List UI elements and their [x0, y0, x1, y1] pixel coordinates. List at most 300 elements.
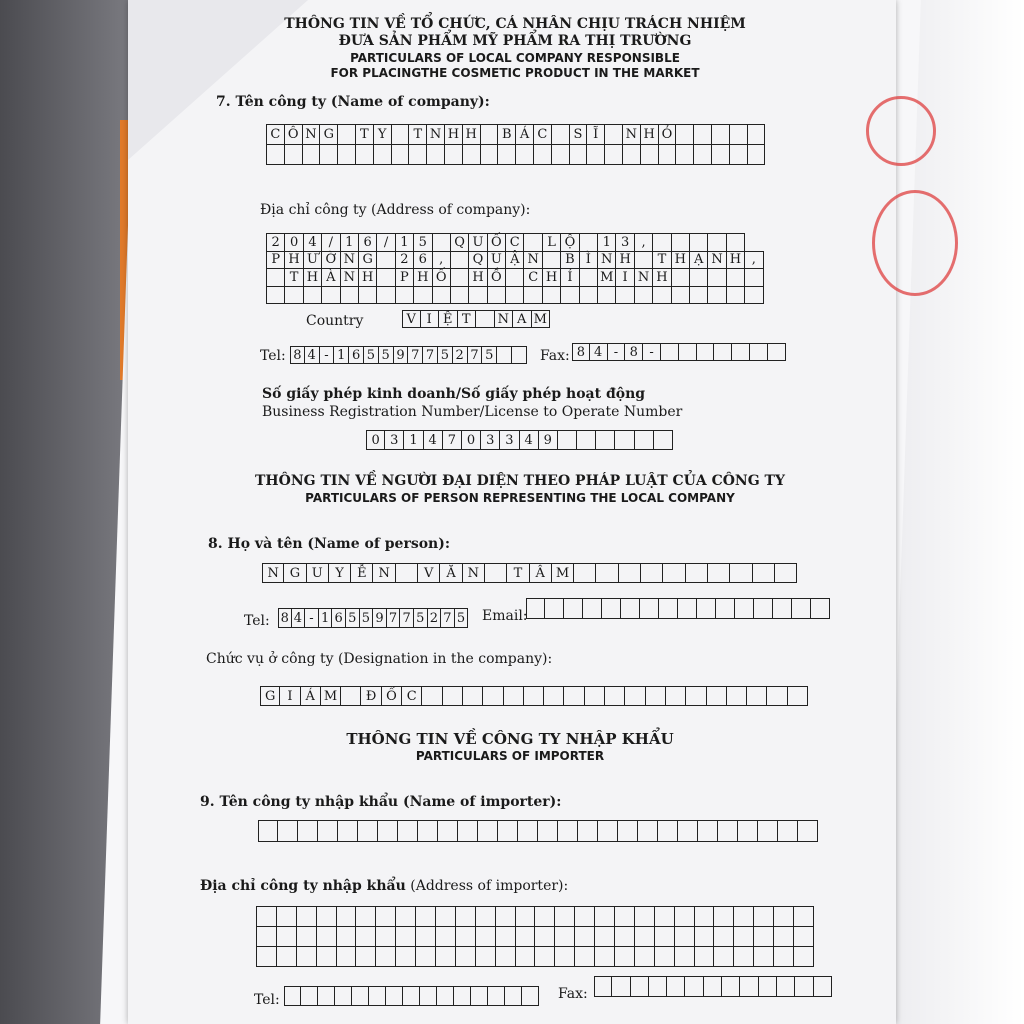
box-cell[interactable]	[767, 686, 787, 706]
company-fax-cells[interactable]	[572, 343, 786, 361]
box-cell[interactable]: -	[320, 346, 335, 364]
grid-cell[interactable]: 2	[395, 251, 413, 269]
box-cell[interactable]: -	[643, 343, 661, 361]
box-cell[interactable]: 7	[468, 346, 483, 364]
box-cell[interactable]	[443, 686, 463, 706]
grid-cell[interactable]	[689, 269, 707, 287]
grid-cell[interactable]: N	[340, 269, 358, 287]
grid-cell[interactable]	[676, 145, 694, 165]
box-cell[interactable]	[678, 598, 697, 619]
grid-cell[interactable]	[356, 927, 376, 947]
box-cell[interactable]: T	[507, 563, 529, 583]
grid-cell[interactable]	[653, 234, 671, 252]
grid-cell[interactable]	[595, 907, 615, 927]
grid-cell[interactable]: 6	[358, 234, 376, 252]
grid-cell[interactable]	[455, 907, 475, 927]
grid-cell[interactable]	[416, 947, 436, 967]
box-cell[interactable]	[596, 430, 615, 450]
box-cell[interactable]: C	[402, 686, 422, 706]
grid-cell[interactable]	[487, 286, 505, 304]
box-cell[interactable]	[750, 343, 768, 361]
box-cell[interactable]	[583, 598, 602, 619]
grid-cell[interactable]: Ộ	[561, 234, 579, 252]
grid-cell[interactable]	[338, 125, 356, 145]
grid-cell[interactable]: N	[302, 125, 320, 145]
box-cell[interactable]	[483, 686, 503, 706]
grid-cell[interactable]	[416, 907, 436, 927]
box-cell[interactable]	[341, 686, 361, 706]
grid-cell[interactable]	[257, 927, 277, 947]
grid-cell[interactable]	[376, 927, 396, 947]
box-cell[interactable]: -	[305, 608, 319, 628]
box-cell[interactable]	[476, 310, 495, 328]
grid-cell[interactable]	[296, 947, 316, 967]
box-cell[interactable]	[775, 563, 797, 583]
grid-cell[interactable]	[634, 947, 654, 967]
box-cell[interactable]	[358, 820, 378, 842]
box-cell[interactable]	[792, 598, 811, 619]
grid-cell[interactable]	[676, 125, 694, 145]
grid-cell[interactable]: H	[303, 269, 321, 287]
box-cell[interactable]	[661, 343, 679, 361]
grid-cell[interactable]	[714, 947, 734, 967]
box-cell[interactable]	[318, 820, 338, 842]
grid-cell[interactable]	[729, 125, 747, 145]
box-cell[interactable]	[646, 686, 666, 706]
grid-cell[interactable]	[671, 234, 689, 252]
grid-cell[interactable]: 4	[303, 234, 321, 252]
grid-cell[interactable]	[708, 269, 726, 287]
grid-cell[interactable]	[336, 907, 356, 927]
grid-cell[interactable]: Ố	[432, 269, 450, 287]
grid-cell[interactable]	[694, 145, 712, 165]
box-cell[interactable]: 3	[385, 430, 404, 450]
grid-cell[interactable]	[409, 145, 427, 165]
grid-cell[interactable]: H	[358, 269, 376, 287]
box-cell[interactable]	[612, 976, 630, 997]
box-cell[interactable]	[378, 820, 398, 842]
box-cell[interactable]: 2	[453, 346, 468, 364]
grid-cell[interactable]: H	[285, 251, 303, 269]
grid-cell[interactable]: P	[395, 269, 413, 287]
grid-cell[interactable]	[498, 145, 516, 165]
box-cell[interactable]	[418, 820, 438, 842]
grid-cell[interactable]	[622, 145, 640, 165]
person-name-cells[interactable]	[262, 563, 797, 583]
grid-cell[interactable]: U	[487, 251, 505, 269]
box-cell[interactable]	[578, 820, 598, 842]
box-cell[interactable]	[621, 598, 640, 619]
grid-cell[interactable]	[694, 947, 714, 967]
grid-cell[interactable]	[726, 269, 744, 287]
grid-cell[interactable]	[414, 286, 432, 304]
box-cell[interactable]: Ố	[382, 686, 402, 706]
grid-cell[interactable]	[358, 286, 376, 304]
person-tel-cells[interactable]	[278, 608, 468, 628]
box-cell[interactable]	[618, 820, 638, 842]
grid-cell[interactable]	[302, 145, 320, 165]
grid-cell[interactable]	[674, 907, 694, 927]
grid-cell[interactable]	[257, 947, 277, 967]
grid-cell[interactable]	[436, 907, 456, 927]
grid-cell[interactable]	[711, 145, 729, 165]
box-cell[interactable]	[564, 598, 583, 619]
grid-cell[interactable]	[653, 286, 671, 304]
grid-cell[interactable]	[376, 907, 396, 927]
box-cell[interactable]: N	[373, 563, 395, 583]
box-cell[interactable]: 1	[319, 608, 333, 628]
grid-cell[interactable]	[284, 145, 302, 165]
grid-cell[interactable]	[579, 234, 597, 252]
box-cell[interactable]	[697, 598, 716, 619]
box-cell[interactable]	[602, 598, 621, 619]
box-cell[interactable]: U	[307, 563, 329, 583]
box-cell[interactable]	[278, 820, 298, 842]
designation-cells[interactable]	[260, 686, 808, 706]
grid-cell[interactable]	[671, 269, 689, 287]
grid-cell[interactable]	[376, 947, 396, 967]
grid-cell[interactable]: M	[598, 269, 616, 287]
grid-cell[interactable]	[634, 251, 652, 269]
grid-cell[interactable]: T	[355, 125, 373, 145]
box-cell[interactable]: G	[284, 563, 306, 583]
grid-cell[interactable]	[524, 286, 542, 304]
grid-cell[interactable]	[535, 907, 555, 927]
grid-cell[interactable]	[338, 145, 356, 165]
grid-cell[interactable]	[555, 927, 575, 947]
box-cell[interactable]: I	[421, 310, 440, 328]
box-cell[interactable]: G	[260, 686, 280, 706]
box-cell[interactable]	[686, 563, 708, 583]
grid-cell[interactable]	[634, 907, 654, 927]
grid-cell[interactable]	[598, 286, 616, 304]
box-cell[interactable]	[420, 986, 437, 1006]
grid-cell[interactable]: N	[598, 251, 616, 269]
grid-cell[interactable]	[267, 269, 285, 287]
box-cell[interactable]	[598, 820, 618, 842]
grid-cell[interactable]	[671, 286, 689, 304]
box-cell[interactable]: 5	[414, 608, 428, 628]
box-cell[interactable]	[686, 686, 706, 706]
grid-cell[interactable]	[495, 947, 515, 967]
grid-cell[interactable]: B	[498, 125, 516, 145]
box-cell[interactable]	[545, 598, 564, 619]
grid-cell[interactable]	[615, 927, 635, 947]
box-cell[interactable]	[605, 686, 625, 706]
box-cell[interactable]: M	[321, 686, 341, 706]
grid-cell[interactable]: T	[409, 125, 427, 145]
grid-cell[interactable]	[455, 927, 475, 947]
grid-cell[interactable]: 1	[598, 234, 616, 252]
box-cell[interactable]	[625, 686, 645, 706]
grid-cell[interactable]	[754, 927, 774, 947]
grid-cell[interactable]	[689, 234, 707, 252]
grid-cell[interactable]	[516, 145, 534, 165]
grid-cell[interactable]	[515, 907, 535, 927]
grid-cell[interactable]	[377, 286, 395, 304]
grid-cell[interactable]: 3	[616, 234, 634, 252]
grid-cell[interactable]	[774, 947, 794, 967]
grid-cell[interactable]	[416, 927, 436, 947]
company-name-grid[interactable]	[266, 124, 765, 165]
box-cell[interactable]	[558, 820, 578, 842]
box-cell[interactable]: 7	[423, 346, 438, 364]
grid-cell[interactable]	[634, 286, 652, 304]
grid-cell[interactable]: N	[524, 251, 542, 269]
grid-cell[interactable]	[396, 907, 416, 927]
box-cell[interactable]	[574, 563, 596, 583]
grid-cell[interactable]	[296, 907, 316, 927]
grid-cell[interactable]: Ư	[303, 251, 321, 269]
grid-cell[interactable]	[475, 907, 495, 927]
grid-cell[interactable]: Í	[561, 269, 579, 287]
box-cell[interactable]: 4	[305, 346, 320, 364]
grid-cell[interactable]: C	[506, 234, 524, 252]
box-cell[interactable]: 7	[441, 608, 455, 628]
box-cell[interactable]	[659, 598, 678, 619]
box-cell[interactable]	[641, 563, 663, 583]
grid-cell[interactable]: Ờ	[322, 251, 340, 269]
grid-cell[interactable]	[480, 125, 498, 145]
grid-cell[interactable]	[708, 234, 726, 252]
box-cell[interactable]: 5	[360, 608, 374, 628]
box-cell[interactable]	[524, 686, 544, 706]
grid-cell[interactable]	[615, 907, 635, 927]
importer-fax-cells[interactable]	[594, 976, 832, 997]
box-cell[interactable]: 5	[482, 346, 497, 364]
box-cell[interactable]	[438, 820, 458, 842]
grid-cell[interactable]	[535, 927, 555, 947]
grid-cell[interactable]	[711, 125, 729, 145]
box-cell[interactable]: M	[532, 310, 551, 328]
grid-cell[interactable]: N	[634, 269, 652, 287]
box-cell[interactable]	[577, 430, 596, 450]
box-cell[interactable]	[485, 563, 507, 583]
grid-cell[interactable]	[714, 927, 734, 947]
grid-cell[interactable]: H	[414, 269, 432, 287]
box-cell[interactable]: 9	[394, 346, 409, 364]
grid-cell[interactable]	[747, 145, 765, 165]
box-cell[interactable]	[504, 686, 524, 706]
box-cell[interactable]	[635, 430, 654, 450]
grid-cell[interactable]: Ĩ	[587, 125, 605, 145]
box-cell[interactable]: 7	[443, 430, 462, 450]
box-cell[interactable]	[788, 686, 808, 706]
grid-cell[interactable]	[754, 947, 774, 967]
box-cell[interactable]	[398, 820, 418, 842]
box-cell[interactable]: 8	[572, 343, 590, 361]
grid-cell[interactable]	[391, 125, 409, 145]
box-cell[interactable]	[667, 976, 685, 997]
grid-cell[interactable]: G	[358, 251, 376, 269]
grid-cell[interactable]	[734, 927, 754, 947]
grid-cell[interactable]	[640, 145, 658, 165]
grid-cell[interactable]: 1	[340, 234, 358, 252]
grid-cell[interactable]	[495, 927, 515, 947]
grid-cell[interactable]	[774, 927, 794, 947]
box-cell[interactable]: Â	[530, 563, 552, 583]
grid-cell[interactable]: T	[285, 269, 303, 287]
grid-cell[interactable]	[726, 234, 744, 252]
grid-cell[interactable]	[555, 907, 575, 927]
grid-cell[interactable]	[745, 269, 763, 287]
grid-cell[interactable]: ,	[634, 234, 652, 252]
grid-cell[interactable]	[575, 927, 595, 947]
box-cell[interactable]	[258, 820, 278, 842]
box-cell[interactable]: N	[495, 310, 514, 328]
grid-cell[interactable]	[427, 145, 445, 165]
box-cell[interactable]	[538, 820, 558, 842]
grid-cell[interactable]	[432, 286, 450, 304]
grid-cell[interactable]	[276, 907, 296, 927]
grid-cell[interactable]: À	[322, 269, 340, 287]
grid-cell[interactable]: N	[622, 125, 640, 145]
box-cell[interactable]: Á	[301, 686, 321, 706]
grid-cell[interactable]: H	[726, 251, 744, 269]
box-cell[interactable]	[505, 986, 522, 1006]
grid-cell[interactable]	[322, 286, 340, 304]
grid-cell[interactable]	[515, 947, 535, 967]
box-cell[interactable]: 0	[366, 430, 385, 450]
grid-cell[interactable]	[462, 145, 480, 165]
box-cell[interactable]: 7	[387, 608, 401, 628]
box-cell[interactable]	[754, 598, 773, 619]
company-tel-cells[interactable]	[290, 346, 527, 364]
grid-cell[interactable]	[475, 927, 495, 947]
box-cell[interactable]: M	[552, 563, 574, 583]
box-cell[interactable]	[758, 820, 778, 842]
box-cell[interactable]	[298, 820, 318, 842]
box-cell[interactable]	[544, 686, 564, 706]
grid-cell[interactable]	[267, 286, 285, 304]
box-cell[interactable]	[714, 343, 732, 361]
grid-cell[interactable]	[774, 907, 794, 927]
grid-cell[interactable]: 0	[285, 234, 303, 252]
grid-cell[interactable]: Ô	[284, 125, 302, 145]
grid-cell[interactable]: Y	[373, 125, 391, 145]
box-cell[interactable]	[753, 563, 775, 583]
box-cell[interactable]: 1	[404, 430, 423, 450]
box-cell[interactable]	[338, 820, 358, 842]
box-cell[interactable]	[558, 430, 577, 450]
grid-cell[interactable]	[506, 286, 524, 304]
grid-cell[interactable]	[515, 927, 535, 947]
grid-cell[interactable]	[320, 145, 338, 165]
grid-cell[interactable]: C	[267, 125, 285, 145]
box-cell[interactable]	[615, 430, 634, 450]
box-cell[interactable]	[814, 976, 832, 997]
grid-cell[interactable]	[674, 927, 694, 947]
box-cell[interactable]	[564, 686, 584, 706]
box-cell[interactable]	[697, 343, 715, 361]
box-cell[interactable]: 5	[364, 346, 379, 364]
box-cell[interactable]	[798, 820, 818, 842]
box-cell[interactable]	[437, 986, 454, 1006]
grid-cell[interactable]	[616, 286, 634, 304]
grid-cell[interactable]: N	[708, 251, 726, 269]
box-cell[interactable]	[773, 598, 792, 619]
grid-cell[interactable]: H	[469, 269, 487, 287]
grid-cell[interactable]	[754, 907, 774, 927]
grid-cell[interactable]: Ồ	[487, 269, 505, 287]
box-cell[interactable]	[454, 986, 471, 1006]
grid-cell[interactable]	[575, 907, 595, 927]
grid-cell[interactable]	[373, 145, 391, 165]
grid-cell[interactable]: H	[462, 125, 480, 145]
grid-cell[interactable]	[495, 907, 515, 927]
box-cell[interactable]: 5	[346, 608, 360, 628]
box-cell[interactable]	[649, 976, 667, 997]
grid-cell[interactable]	[708, 286, 726, 304]
box-cell[interactable]	[777, 976, 795, 997]
box-cell[interactable]: 5	[379, 346, 394, 364]
box-cell[interactable]	[518, 820, 538, 842]
box-cell[interactable]: Ă	[440, 563, 462, 583]
grid-cell[interactable]	[340, 286, 358, 304]
grid-cell[interactable]: 2	[267, 234, 285, 252]
box-cell[interactable]	[522, 986, 539, 1006]
grid-cell[interactable]: T	[653, 251, 671, 269]
box-cell[interactable]	[759, 976, 777, 997]
box-cell[interactable]	[768, 343, 786, 361]
box-cell[interactable]	[585, 686, 605, 706]
box-cell[interactable]: 0	[462, 430, 481, 450]
grid-cell[interactable]	[336, 927, 356, 947]
grid-cell[interactable]	[587, 145, 605, 165]
grid-cell[interactable]	[658, 145, 676, 165]
grid-cell[interactable]: Ỏ	[658, 125, 676, 145]
box-cell[interactable]: 2	[428, 608, 442, 628]
box-cell[interactable]	[678, 820, 698, 842]
box-cell[interactable]	[654, 430, 673, 450]
box-cell[interactable]	[716, 598, 735, 619]
grid-cell[interactable]	[729, 145, 747, 165]
grid-cell[interactable]	[285, 286, 303, 304]
grid-cell[interactable]	[276, 927, 296, 947]
grid-cell[interactable]	[714, 907, 734, 927]
grid-cell[interactable]	[555, 947, 575, 967]
box-cell[interactable]	[685, 976, 703, 997]
box-cell[interactable]	[707, 686, 727, 706]
grid-cell[interactable]	[524, 234, 542, 252]
box-cell[interactable]: N	[262, 563, 284, 583]
grid-cell[interactable]: /	[377, 234, 395, 252]
grid-cell[interactable]: 1	[395, 234, 413, 252]
grid-cell[interactable]	[316, 927, 336, 947]
grid-cell[interactable]	[745, 286, 763, 304]
grid-cell[interactable]	[605, 125, 623, 145]
grid-cell[interactable]	[794, 907, 814, 927]
box-cell[interactable]	[732, 343, 750, 361]
grid-cell[interactable]: /	[322, 234, 340, 252]
grid-cell[interactable]	[674, 947, 694, 967]
box-cell[interactable]: Y	[329, 563, 351, 583]
box-cell[interactable]	[318, 986, 335, 1006]
grid-cell[interactable]	[475, 947, 495, 967]
grid-cell[interactable]	[450, 286, 468, 304]
grid-cell[interactable]	[450, 251, 468, 269]
grid-cell[interactable]	[634, 927, 654, 947]
box-cell[interactable]	[747, 686, 767, 706]
box-cell[interactable]: 4	[590, 343, 608, 361]
box-cell[interactable]	[478, 820, 498, 842]
box-cell[interactable]	[658, 820, 678, 842]
grid-cell[interactable]	[432, 234, 450, 252]
country-cells[interactable]	[402, 310, 550, 328]
box-cell[interactable]: A	[513, 310, 532, 328]
grid-cell[interactable]	[689, 286, 707, 304]
box-cell[interactable]	[778, 820, 798, 842]
